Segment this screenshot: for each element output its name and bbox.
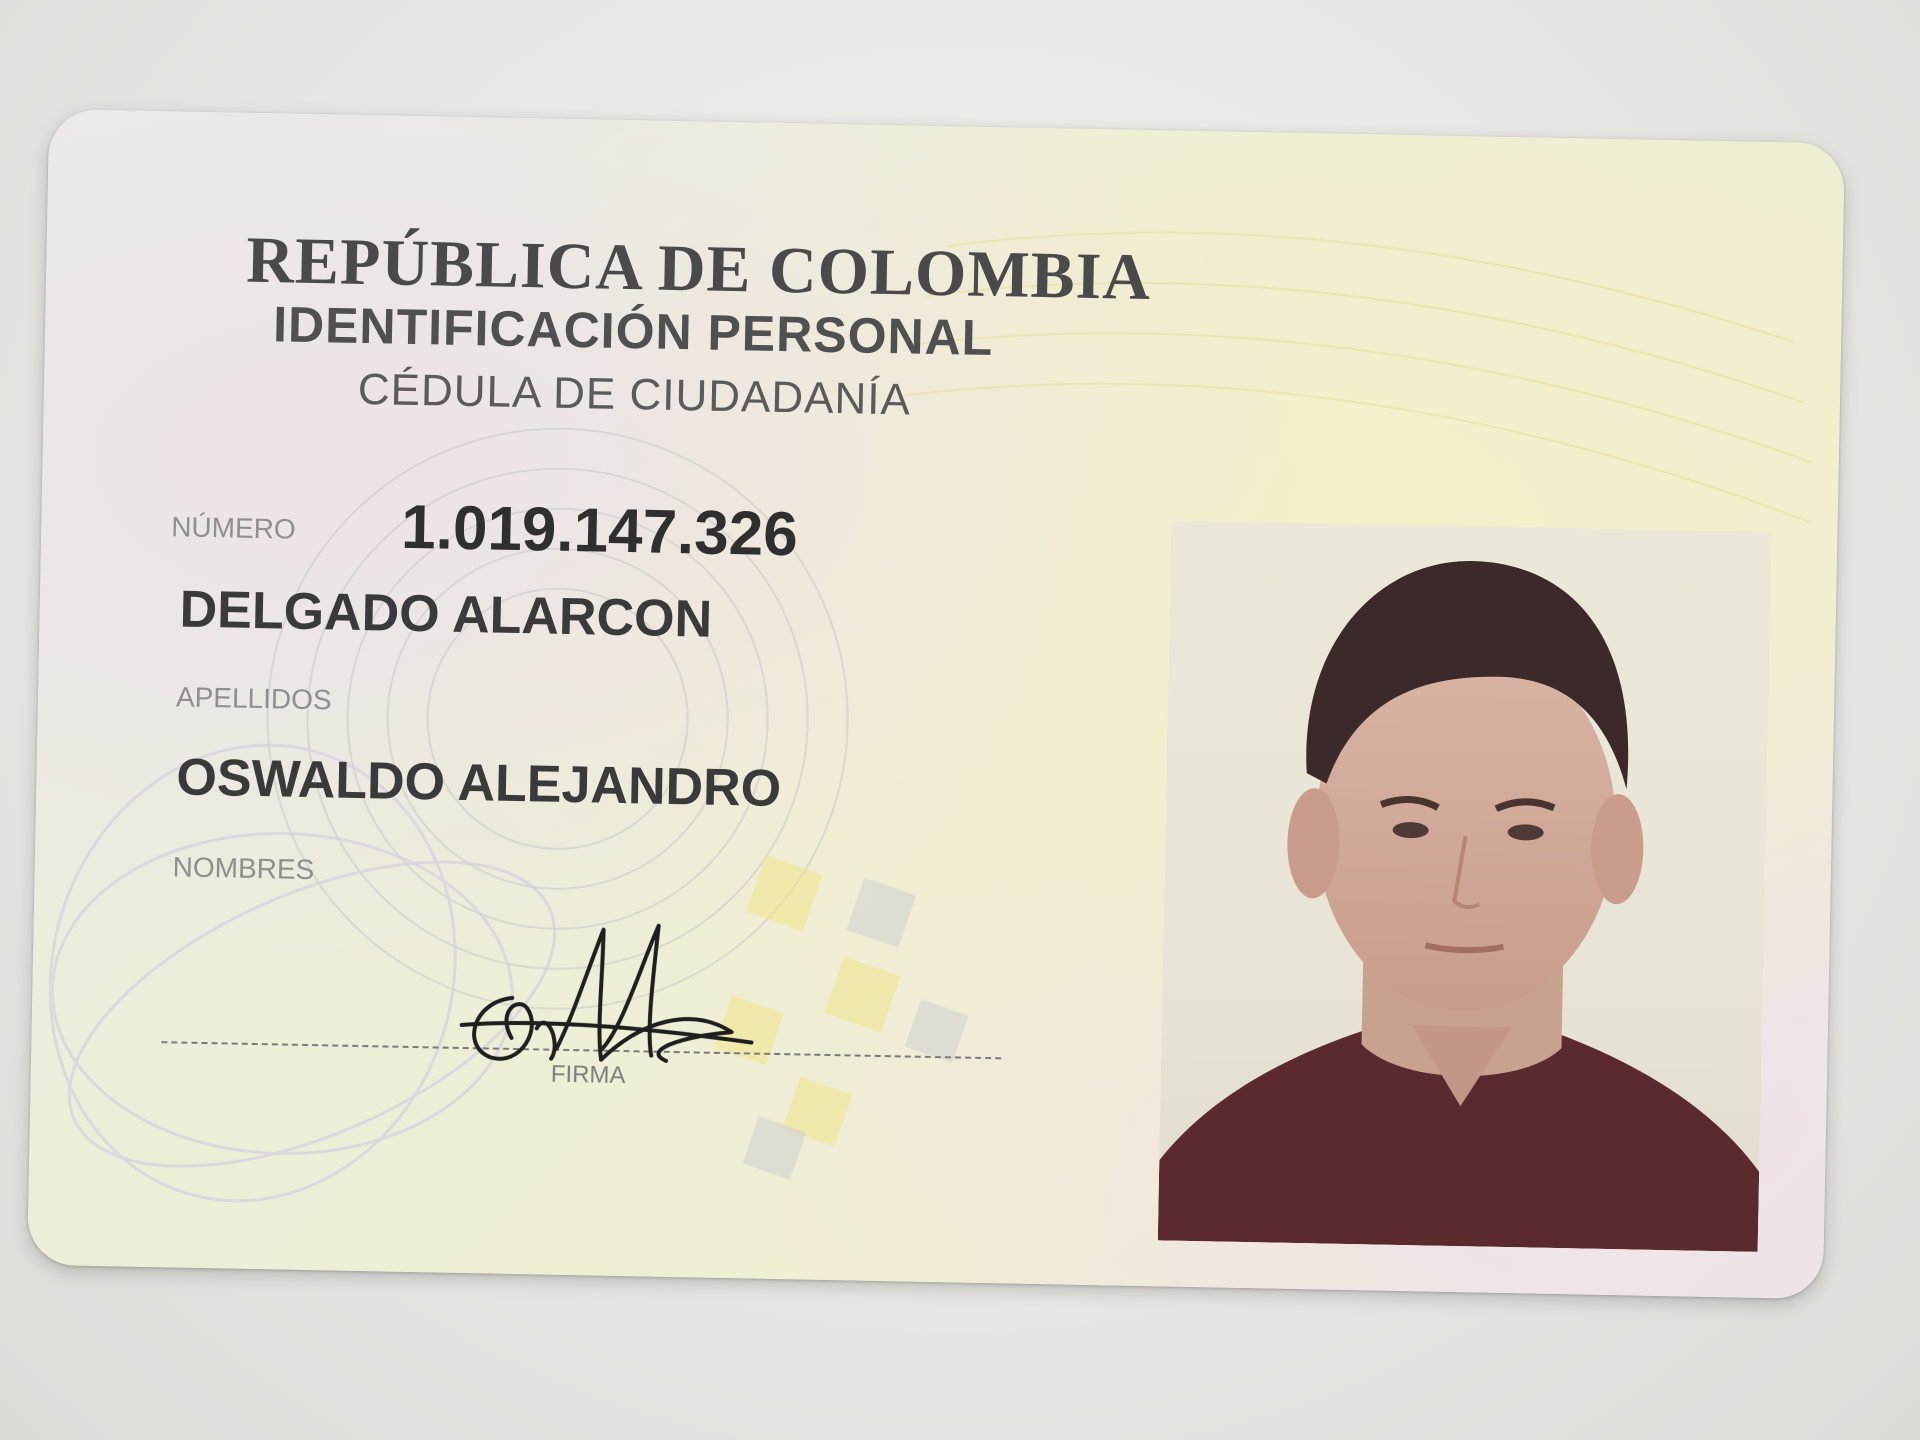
apellidos-label: APELLIDOS	[175, 681, 332, 716]
portrait-photo	[1158, 520, 1772, 1251]
numero-value: 1.019.147.326	[400, 492, 799, 570]
document-subtype: CÉDULA DE CIUDADANÍA	[357, 364, 912, 425]
person-portrait	[1158, 520, 1772, 1251]
id-card	[27, 109, 1845, 1299]
country-title: REPÚBLICA DE COLOMBIA	[245, 223, 1152, 315]
document-type: IDENTIFICACIÓN PERSONAL	[272, 296, 994, 367]
firma-label: FIRMA	[550, 1060, 626, 1090]
apellidos-value: DELGADO ALARCON	[179, 580, 713, 649]
numero-label: NÚMERO	[170, 511, 296, 545]
nombres-label: NOMBRES	[172, 851, 315, 886]
nombres-value: OSWALDO ALEJANDRO	[175, 748, 782, 819]
